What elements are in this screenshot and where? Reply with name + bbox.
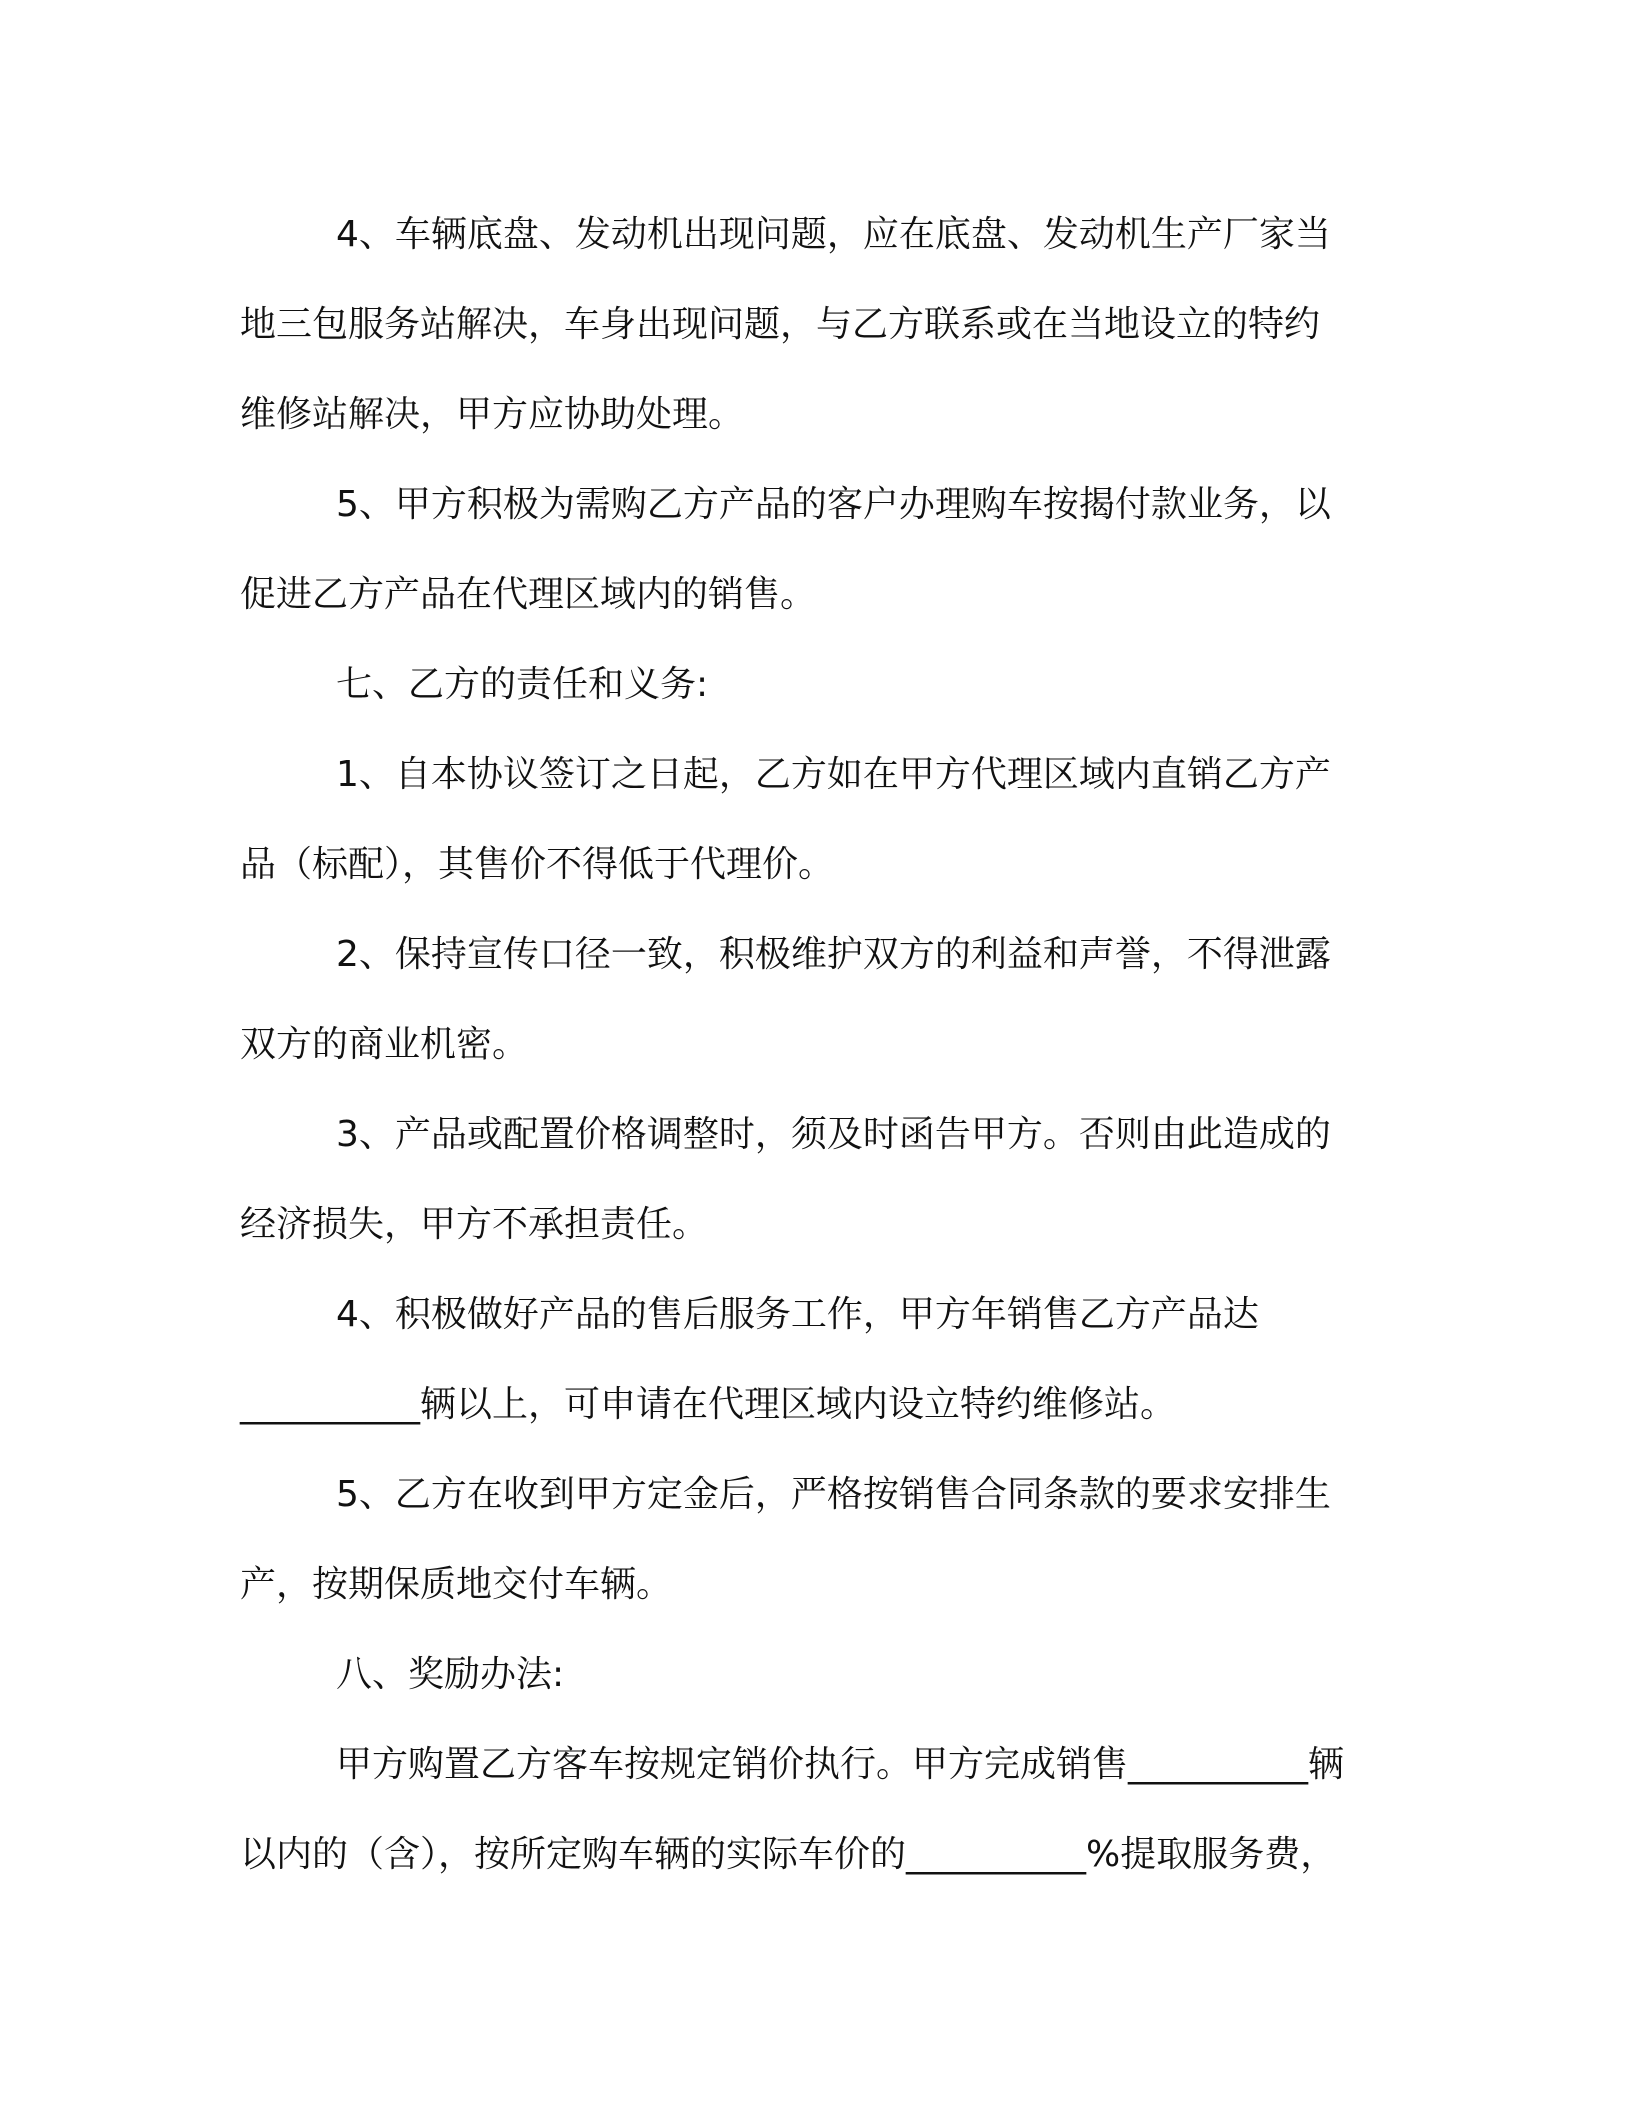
text-line: 地三包服务站解决，车身出现问题，与乙方联系或在当地设立的特约 <box>240 304 1321 345</box>
text-line: 3、产品或配置价格调整时，须及时函告甲方。否则由此造成的 <box>336 1114 1331 1155</box>
text-line: 品（标配），其售价不得低于代理价。 <box>240 844 835 885</box>
text-line: 2、保持宣传口径一致，积极维护双方的利益和声誉，不得泄露 <box>336 934 1331 975</box>
paragraph-yi-5 <box>240 1450 1375 1630</box>
fill-in-blank: __________ <box>1128 1744 1309 1785</box>
paragraph-yi-3 <box>240 1090 1375 1270</box>
text-line: 1、自本协议签订之日起，乙方如在甲方代理区域内直销乙方产 <box>336 754 1331 795</box>
text-line: 促进乙方产品在代理区域内的销售。 <box>240 574 817 615</box>
text-fragment: 甲方购置乙方客车按规定销价执行。甲方完成销售 <box>336 1744 1129 1785</box>
text-line: 产，按期保质地交付车辆。 <box>240 1564 673 1605</box>
text-fragment: 以内的（含），按所定购车辆的实际车价的 <box>240 1834 907 1875</box>
paragraph-jia-4 <box>240 190 1375 460</box>
text-line-with-blank <box>240 1720 1375 1810</box>
heading-text: 七、乙方的责任和义务: <box>336 664 709 705</box>
paragraph-yi-1 <box>240 730 1375 910</box>
fill-in-blank: __________ <box>906 1834 1087 1875</box>
text-fragment: %提取服务费， <box>1086 1834 1337 1875</box>
paragraph-yi-2 <box>240 910 1375 1090</box>
text-line-with-blank <box>240 1360 1375 1450</box>
text-line: 维修站解决，甲方应协助处理。 <box>240 394 745 435</box>
text-line: 5、乙方在收到甲方定金后，严格按销售合同条款的要求安排生 <box>336 1474 1331 1515</box>
section-heading-7 <box>240 640 1375 730</box>
text-fragment: 辆 <box>1308 1744 1345 1785</box>
fill-in-blank: __________ <box>240 1384 420 1425</box>
text-line-with-blank <box>240 1810 1375 1900</box>
paragraph-reward <box>240 1720 1375 1900</box>
text-line: 双方的商业机密。 <box>240 1024 529 1065</box>
paragraph-jia-5 <box>240 460 1375 640</box>
text-fragment: 辆以上，可申请在代理区域内设立特约维修站。 <box>420 1384 1177 1425</box>
text-line: 4、积极做好产品的售后服务工作，甲方年销售乙方产品达 <box>336 1294 1259 1335</box>
heading-text: 八、奖励办法: <box>336 1654 565 1695</box>
section-heading-8 <box>240 1630 1375 1720</box>
paragraph-yi-4 <box>240 1270 1375 1450</box>
text-line: 4、车辆底盘、发动机出现问题，应在底盘、发动机生产厂家当 <box>336 214 1331 255</box>
document-page <box>240 190 1375 1900</box>
text-line: 经济损失，甲方不承担责任。 <box>240 1204 709 1245</box>
text-line: 5、甲方积极为需购乙方产品的客户办理购车按揭付款业务，以 <box>336 484 1331 525</box>
